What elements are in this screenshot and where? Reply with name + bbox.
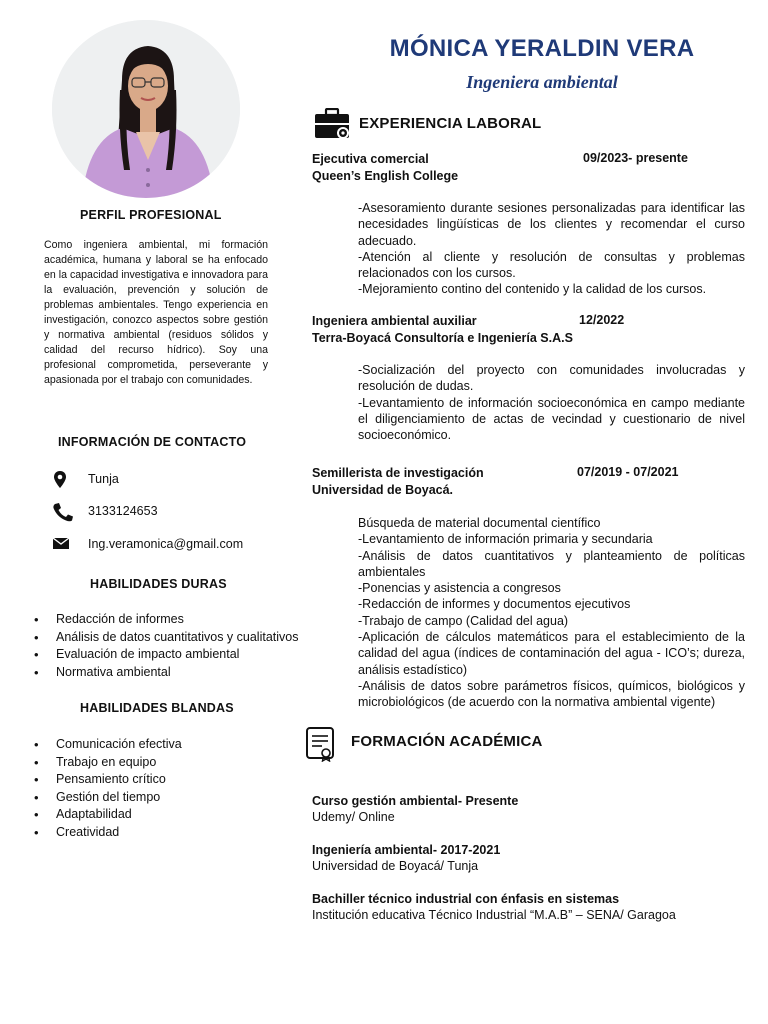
- soft-skills-list: [32, 736, 182, 841]
- duty-item: -Atención al cliente y resolución de consultas y problemas relacionados con los cursos.: [358, 249, 745, 281]
- list-item: • Trabajo en equipo: [32, 754, 182, 772]
- contact-phone[interactable]: 3133124653: [88, 504, 158, 518]
- list-item: • Normativa ambiental: [32, 664, 299, 682]
- job-company: Terra-Boyacá Consultoría e Ingeniería S.A.S: [312, 330, 573, 345]
- contact-city: Tunja: [88, 472, 119, 486]
- phone-icon: [52, 502, 72, 522]
- duty-item: -Asesoramiento durante sesiones personalizadas para identificar las necesidades lingüísticas de los clientes y recomendar el curso adecuado.: [358, 201, 745, 248]
- job-company: Queen’s English College: [312, 168, 459, 183]
- education-item: [312, 793, 752, 826]
- duty-item: -Aplicación de cálculos matemáticos para el establecimiento de la calidad del agua (índices de contaminación del agua - ICO’s; dureza, análisis estadístico): [358, 630, 745, 677]
- list-item: • Adaptabilidad: [32, 806, 182, 824]
- list-item: • Gestión del tiempo: [32, 789, 182, 807]
- hard-skills-list: [32, 611, 299, 681]
- person-name: MÓNICA YERALDIN VERA: [389, 35, 695, 62]
- contact-email[interactable]: Ing.veramonica@gmail.com: [88, 537, 244, 551]
- job-dates: 09/2023- presente: [583, 151, 688, 165]
- person-portrait-icon: [52, 20, 240, 198]
- job-dates: 12/2022: [579, 313, 625, 327]
- job-dates: 07/2019 - 07/2021: [577, 465, 679, 479]
- education-item: [312, 891, 752, 924]
- duty-item: -Trabajo de campo (Calidad del agua): [358, 613, 569, 628]
- list-item: • Creatividad: [32, 824, 182, 842]
- briefcase-icon: [314, 108, 352, 140]
- location-pin-icon: [52, 470, 72, 490]
- duty-item: -Análisis de datos sobre parámetros físicos, químicos, biológicos y microbiológicos (de acuerdo con la normativa ambiental vigente): [358, 678, 745, 710]
- soft-skills-heading: HABILIDADES BLANDAS: [80, 701, 234, 715]
- list-item: • Pensamiento crítico: [32, 771, 182, 789]
- job-3-header: [312, 465, 484, 498]
- hard-skills-heading: HABILIDADES DURAS: [90, 577, 227, 591]
- education-title: Ingeniería ambiental- 2017-2021: [312, 843, 501, 857]
- list-item: • Redacción de informes: [32, 611, 299, 629]
- duty-item: -Levantamiento de información primaria y secundaria: [358, 532, 653, 547]
- job-role: Ingeniera ambiental auxiliar: [312, 314, 477, 328]
- education-place: Universidad de Boyacá/ Tunja: [312, 859, 479, 874]
- duty-item: Búsqueda de material documental científico: [358, 516, 601, 530]
- duty-item: -Análisis de datos cuantitativos y planteamiento de políticas ambientales: [358, 548, 745, 579]
- list-item: • Análisis de datos cuantitativos y cualitativos: [32, 629, 299, 647]
- education-item: [312, 842, 752, 875]
- job-role: Semillerista de investigación: [312, 466, 484, 480]
- job-3-duties: [358, 515, 745, 711]
- profile-photo: [52, 20, 240, 198]
- list-item: • Comunicación efectiva: [32, 736, 182, 754]
- experience-heading: EXPERIENCIA LABORAL: [359, 115, 542, 132]
- job-1-header: [312, 151, 458, 184]
- job-subtitle: Ingeniera ambiental: [466, 72, 618, 92]
- job-company: Universidad de Boyacá.: [312, 482, 454, 497]
- job-2-header: [312, 313, 573, 346]
- education-place: Udemy/ Online: [312, 810, 395, 825]
- duty-item: -Levantamiento de información socioeconómica en campo mediante el diligenciamiento de actas de vecindad y cuestionario de nivel socioeconómico.: [358, 395, 745, 443]
- job-2-duties: [358, 362, 745, 443]
- profile-heading: PERFIL PROFESIONAL: [80, 208, 222, 222]
- education-place: Institución educativa Técnico Industrial “M.A.B” – SENA/ Garagoa: [312, 908, 676, 923]
- list-item: • Evaluación de impacto ambiental: [32, 646, 299, 664]
- job-role: Ejecutiva comercial: [312, 152, 429, 166]
- duty-item: -Mejoramiento contino del contenido y la calidad de los cursos.: [358, 282, 707, 297]
- job-1-duties: [358, 200, 745, 298]
- duty-item: -Ponencias y asistencia a congresos: [358, 581, 561, 596]
- education-title: Bachiller técnico industrial con énfasis en sistemas: [312, 892, 620, 906]
- education-heading: FORMACIÓN ACADÉMICA: [351, 733, 543, 750]
- duty-item: -Redacción de informes y documentos ejecutivos: [358, 597, 631, 612]
- education-title: Curso gestión ambiental- Presente: [312, 794, 519, 808]
- certificate-icon: [305, 726, 337, 762]
- contact-heading: INFORMACIÓN DE CONTACTO: [58, 435, 247, 449]
- profile-text: Como ingeniera ambiental, mi formación académica, humana y laboral se ha enfocado en la capacidad investigativa e innovadora para la evaluación, prevención y solución de problemas ambientales. Tengo experiencia en investigación, conozco aspectos sobre gestión y normativa ambiental (residuos sólidos y calidad del recurso hídrico). Soy una profesional comprometida, perseverante y apasionada por el trabajo con comunidades.: [44, 239, 268, 386]
- duty-item: -Socialización del proyecto con comunidades involucradas y resolución de dudas.: [358, 363, 745, 394]
- envelope-icon: [52, 535, 72, 555]
